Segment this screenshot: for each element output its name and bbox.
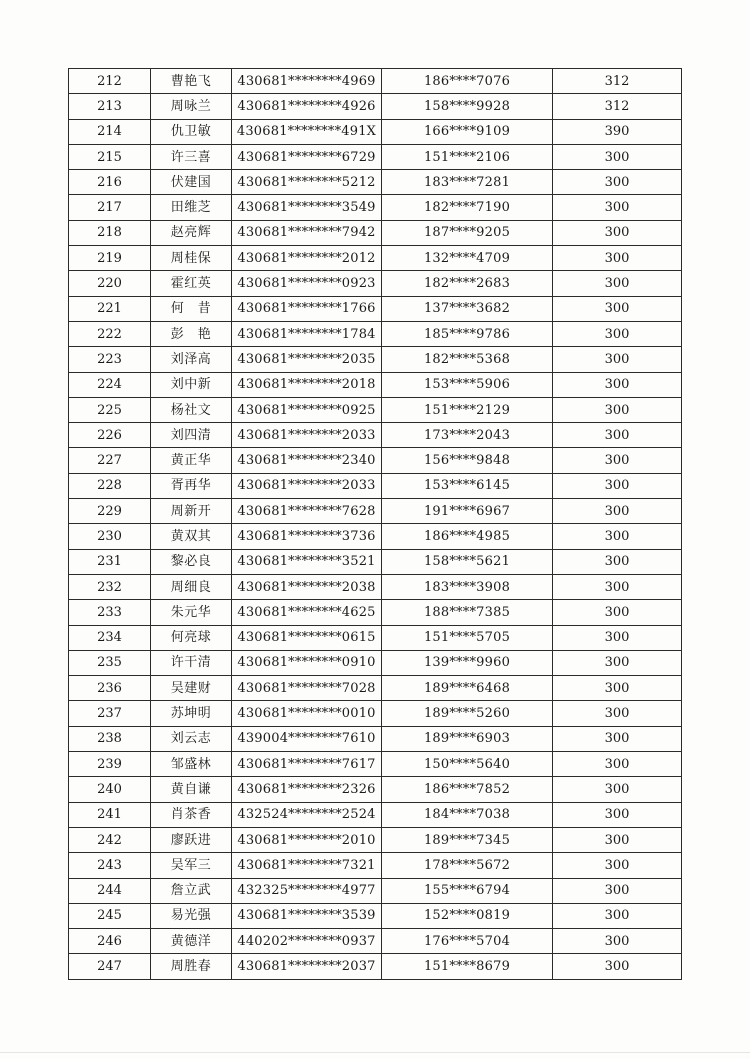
- name-cell: 吴军三: [151, 853, 232, 878]
- amount-cell: 300: [553, 650, 682, 675]
- name-cell: 黎必良: [151, 549, 232, 574]
- phone-cell: 178****5672: [382, 853, 553, 878]
- name-cell: 刘云志: [151, 726, 232, 751]
- name-cell: 田维芝: [151, 195, 232, 220]
- id-number-cell: 430681********2037: [232, 954, 382, 979]
- name-cell: 周咏兰: [151, 94, 232, 119]
- table-row: [69, 701, 682, 726]
- id-number-cell: 439004********7610: [232, 726, 382, 751]
- name-cell: 曹艳飞: [151, 69, 232, 94]
- name-cell: 邹盛林: [151, 752, 232, 777]
- amount-cell: 300: [553, 296, 682, 321]
- name-cell: 霍红英: [151, 271, 232, 296]
- amount-cell: 312: [553, 69, 682, 94]
- row-index-cell: 217: [69, 195, 151, 220]
- row-index-cell: 221: [69, 296, 151, 321]
- table-row: [69, 752, 682, 777]
- table-row: [69, 650, 682, 675]
- amount-cell: 300: [553, 752, 682, 777]
- name-cell: 黄自谦: [151, 777, 232, 802]
- amount-cell: 300: [553, 676, 682, 701]
- amount-cell: 312: [553, 94, 682, 119]
- id-number-cell: 430681********0923: [232, 271, 382, 296]
- phone-cell: 156****9848: [382, 448, 553, 473]
- table-row: [69, 397, 682, 422]
- name-cell: 周细良: [151, 574, 232, 599]
- row-index-cell: 227: [69, 448, 151, 473]
- table-row: [69, 321, 682, 346]
- phone-cell: 153****5906: [382, 372, 553, 397]
- id-number-cell: 430681********3549: [232, 195, 382, 220]
- id-number-cell: 430681********6729: [232, 144, 382, 169]
- phone-cell: 186****7076: [382, 69, 553, 94]
- id-number-cell: 430681********2010: [232, 827, 382, 852]
- amount-cell: 300: [553, 903, 682, 928]
- row-index-cell: 226: [69, 423, 151, 448]
- id-number-cell: 430681********0615: [232, 625, 382, 650]
- id-number-cell: 430681********0910: [232, 650, 382, 675]
- row-index-cell: 238: [69, 726, 151, 751]
- phone-cell: 188****7385: [382, 600, 553, 625]
- id-number-cell: 430681********0010: [232, 701, 382, 726]
- table-row: [69, 448, 682, 473]
- amount-cell: 300: [553, 448, 682, 473]
- phone-cell: 185****9786: [382, 321, 553, 346]
- phone-cell: 184****7038: [382, 802, 553, 827]
- name-cell: 刘四清: [151, 423, 232, 448]
- row-index-cell: 213: [69, 94, 151, 119]
- id-number-cell: 430681********2012: [232, 246, 382, 271]
- phone-cell: 151****5705: [382, 625, 553, 650]
- table-row: [69, 220, 682, 245]
- name-cell: 杨社文: [151, 397, 232, 422]
- id-number-cell: 430681********491X: [232, 119, 382, 144]
- phone-cell: 139****9960: [382, 650, 553, 675]
- amount-cell: 300: [553, 878, 682, 903]
- row-index-cell: 233: [69, 600, 151, 625]
- phone-cell: 182****5368: [382, 347, 553, 372]
- id-number-cell: 430681********3521: [232, 549, 382, 574]
- amount-cell: 300: [553, 220, 682, 245]
- phone-cell: 158****5621: [382, 549, 553, 574]
- id-number-cell: 430681********2033: [232, 423, 382, 448]
- phone-cell: 155****6794: [382, 878, 553, 903]
- phone-cell: 189****6468: [382, 676, 553, 701]
- table-row: [69, 625, 682, 650]
- table-row: [69, 903, 682, 928]
- amount-cell: 300: [553, 321, 682, 346]
- table-row: [69, 499, 682, 524]
- id-number-cell: 430681********4926: [232, 94, 382, 119]
- table-row: [69, 347, 682, 372]
- row-index-cell: 246: [69, 929, 151, 954]
- name-cell: 吴建财: [151, 676, 232, 701]
- name-cell: 黄双其: [151, 524, 232, 549]
- id-number-cell: 430681********4969: [232, 69, 382, 94]
- amount-cell: 300: [553, 802, 682, 827]
- amount-cell: 300: [553, 726, 682, 751]
- id-number-cell: 430681********3736: [232, 524, 382, 549]
- phone-cell: 189****6903: [382, 726, 553, 751]
- id-number-cell: 430681********7321: [232, 853, 382, 878]
- amount-cell: 300: [553, 853, 682, 878]
- amount-cell: 300: [553, 423, 682, 448]
- amount-cell: 300: [553, 954, 682, 979]
- table-row: [69, 271, 682, 296]
- amount-cell: 300: [553, 372, 682, 397]
- name-cell: 伏建国: [151, 170, 232, 195]
- row-index-cell: 225: [69, 397, 151, 422]
- amount-cell: 300: [553, 473, 682, 498]
- table-row: [69, 676, 682, 701]
- phone-cell: 151****2129: [382, 397, 553, 422]
- phone-cell: 189****5260: [382, 701, 553, 726]
- phone-cell: 183****3908: [382, 574, 553, 599]
- name-cell: 胥再华: [151, 473, 232, 498]
- table-row: [69, 600, 682, 625]
- row-index-cell: 230: [69, 524, 151, 549]
- row-index-cell: 219: [69, 246, 151, 271]
- amount-cell: 300: [553, 144, 682, 169]
- id-number-cell: 430681********0925: [232, 397, 382, 422]
- table-row: [69, 119, 682, 144]
- id-number-cell: 430681********2033: [232, 473, 382, 498]
- id-number-cell: 430681********7628: [232, 499, 382, 524]
- table-row: [69, 170, 682, 195]
- phone-cell: 132****4709: [382, 246, 553, 271]
- name-cell: 易光强: [151, 903, 232, 928]
- table-row: [69, 296, 682, 321]
- row-index-cell: 222: [69, 321, 151, 346]
- table-row: [69, 246, 682, 271]
- row-index-cell: 242: [69, 827, 151, 852]
- phone-cell: 176****5704: [382, 929, 553, 954]
- name-cell: 肖茶香: [151, 802, 232, 827]
- name-cell: 苏坤明: [151, 701, 232, 726]
- amount-cell: 300: [553, 827, 682, 852]
- amount-cell: 300: [553, 170, 682, 195]
- row-index-cell: 215: [69, 144, 151, 169]
- id-number-cell: 430681********3539: [232, 903, 382, 928]
- name-cell: 黄正华: [151, 448, 232, 473]
- id-number-cell: 430681********2018: [232, 372, 382, 397]
- phone-cell: 158****9928: [382, 94, 553, 119]
- phone-cell: 191****6967: [382, 499, 553, 524]
- page-edge-line: [0, 1052, 750, 1053]
- name-cell: 周新开: [151, 499, 232, 524]
- amount-cell: 300: [553, 347, 682, 372]
- row-index-cell: 229: [69, 499, 151, 524]
- phone-cell: 187****9205: [382, 220, 553, 245]
- id-number-cell: 430681********7942: [232, 220, 382, 245]
- name-cell: 彭 艳: [151, 321, 232, 346]
- name-cell: 何 昔: [151, 296, 232, 321]
- id-number-cell: 432524********2524: [232, 802, 382, 827]
- row-index-cell: 239: [69, 752, 151, 777]
- id-number-cell: 430681********5212: [232, 170, 382, 195]
- id-number-cell: 430681********2326: [232, 777, 382, 802]
- row-index-cell: 240: [69, 777, 151, 802]
- name-cell: 廖跃进: [151, 827, 232, 852]
- phone-cell: 152****0819: [382, 903, 553, 928]
- id-number-cell: 432325********4977: [232, 878, 382, 903]
- row-index-cell: 236: [69, 676, 151, 701]
- phone-cell: 137****3682: [382, 296, 553, 321]
- amount-cell: 390: [553, 119, 682, 144]
- amount-cell: 300: [553, 499, 682, 524]
- name-cell: 何亮球: [151, 625, 232, 650]
- table-row: [69, 473, 682, 498]
- row-index-cell: 212: [69, 69, 151, 94]
- phone-cell: 166****9109: [382, 119, 553, 144]
- roster-table-body: [69, 69, 682, 980]
- amount-cell: 300: [553, 777, 682, 802]
- row-index-cell: 237: [69, 701, 151, 726]
- name-cell: 仇卫敏: [151, 119, 232, 144]
- row-index-cell: 235: [69, 650, 151, 675]
- amount-cell: 300: [553, 195, 682, 220]
- row-index-cell: 247: [69, 954, 151, 979]
- phone-cell: 186****7852: [382, 777, 553, 802]
- name-cell: 周胜春: [151, 954, 232, 979]
- phone-cell: 173****2043: [382, 423, 553, 448]
- amount-cell: 300: [553, 701, 682, 726]
- name-cell: 许干清: [151, 650, 232, 675]
- row-index-cell: 214: [69, 119, 151, 144]
- table-row: [69, 69, 682, 94]
- phone-cell: 182****7190: [382, 195, 553, 220]
- amount-cell: 300: [553, 549, 682, 574]
- row-index-cell: 232: [69, 574, 151, 599]
- amount-cell: 300: [553, 397, 682, 422]
- id-number-cell: 430681********4625: [232, 600, 382, 625]
- id-number-cell: 430681********2038: [232, 574, 382, 599]
- phone-cell: 151****2106: [382, 144, 553, 169]
- name-cell: 詹立武: [151, 878, 232, 903]
- table-row: [69, 802, 682, 827]
- name-cell: 赵亮辉: [151, 220, 232, 245]
- table-row: [69, 878, 682, 903]
- row-index-cell: 241: [69, 802, 151, 827]
- row-index-cell: 244: [69, 878, 151, 903]
- amount-cell: 300: [553, 574, 682, 599]
- name-cell: 黄德洋: [151, 929, 232, 954]
- roster-table: [68, 68, 682, 980]
- row-index-cell: 216: [69, 170, 151, 195]
- id-number-cell: 430681********2035: [232, 347, 382, 372]
- name-cell: 刘泽高: [151, 347, 232, 372]
- table-row: [69, 827, 682, 852]
- table-row: [69, 574, 682, 599]
- row-index-cell: 223: [69, 347, 151, 372]
- table-row: [69, 94, 682, 119]
- phone-cell: 150****5640: [382, 752, 553, 777]
- phone-cell: 151****8679: [382, 954, 553, 979]
- table-row: [69, 777, 682, 802]
- phone-cell: 183****7281: [382, 170, 553, 195]
- table-row: [69, 853, 682, 878]
- row-index-cell: 224: [69, 372, 151, 397]
- table-row: [69, 524, 682, 549]
- amount-cell: 300: [553, 246, 682, 271]
- phone-cell: 182****2683: [382, 271, 553, 296]
- id-number-cell: 430681********7028: [232, 676, 382, 701]
- table-row: [69, 929, 682, 954]
- table-row: [69, 726, 682, 751]
- table-row: [69, 144, 682, 169]
- amount-cell: 300: [553, 271, 682, 296]
- id-number-cell: 430681********2340: [232, 448, 382, 473]
- amount-cell: 300: [553, 929, 682, 954]
- table-row: [69, 549, 682, 574]
- table-row: [69, 372, 682, 397]
- row-index-cell: 218: [69, 220, 151, 245]
- row-index-cell: 234: [69, 625, 151, 650]
- amount-cell: 300: [553, 524, 682, 549]
- amount-cell: 300: [553, 600, 682, 625]
- table-row: [69, 195, 682, 220]
- row-index-cell: 231: [69, 549, 151, 574]
- id-number-cell: 430681********1784: [232, 321, 382, 346]
- phone-cell: 153****6145: [382, 473, 553, 498]
- table-row: [69, 954, 682, 979]
- name-cell: 刘中新: [151, 372, 232, 397]
- amount-cell: 300: [553, 625, 682, 650]
- name-cell: 朱元华: [151, 600, 232, 625]
- id-number-cell: 430681********7617: [232, 752, 382, 777]
- row-index-cell: 220: [69, 271, 151, 296]
- phone-cell: 186****4985: [382, 524, 553, 549]
- row-index-cell: 243: [69, 853, 151, 878]
- name-cell: 许三喜: [151, 144, 232, 169]
- table-row: [69, 423, 682, 448]
- phone-cell: 189****7345: [382, 827, 553, 852]
- id-number-cell: 440202********0937: [232, 929, 382, 954]
- row-index-cell: 245: [69, 903, 151, 928]
- name-cell: 周桂保: [151, 246, 232, 271]
- id-number-cell: 430681********1766: [232, 296, 382, 321]
- row-index-cell: 228: [69, 473, 151, 498]
